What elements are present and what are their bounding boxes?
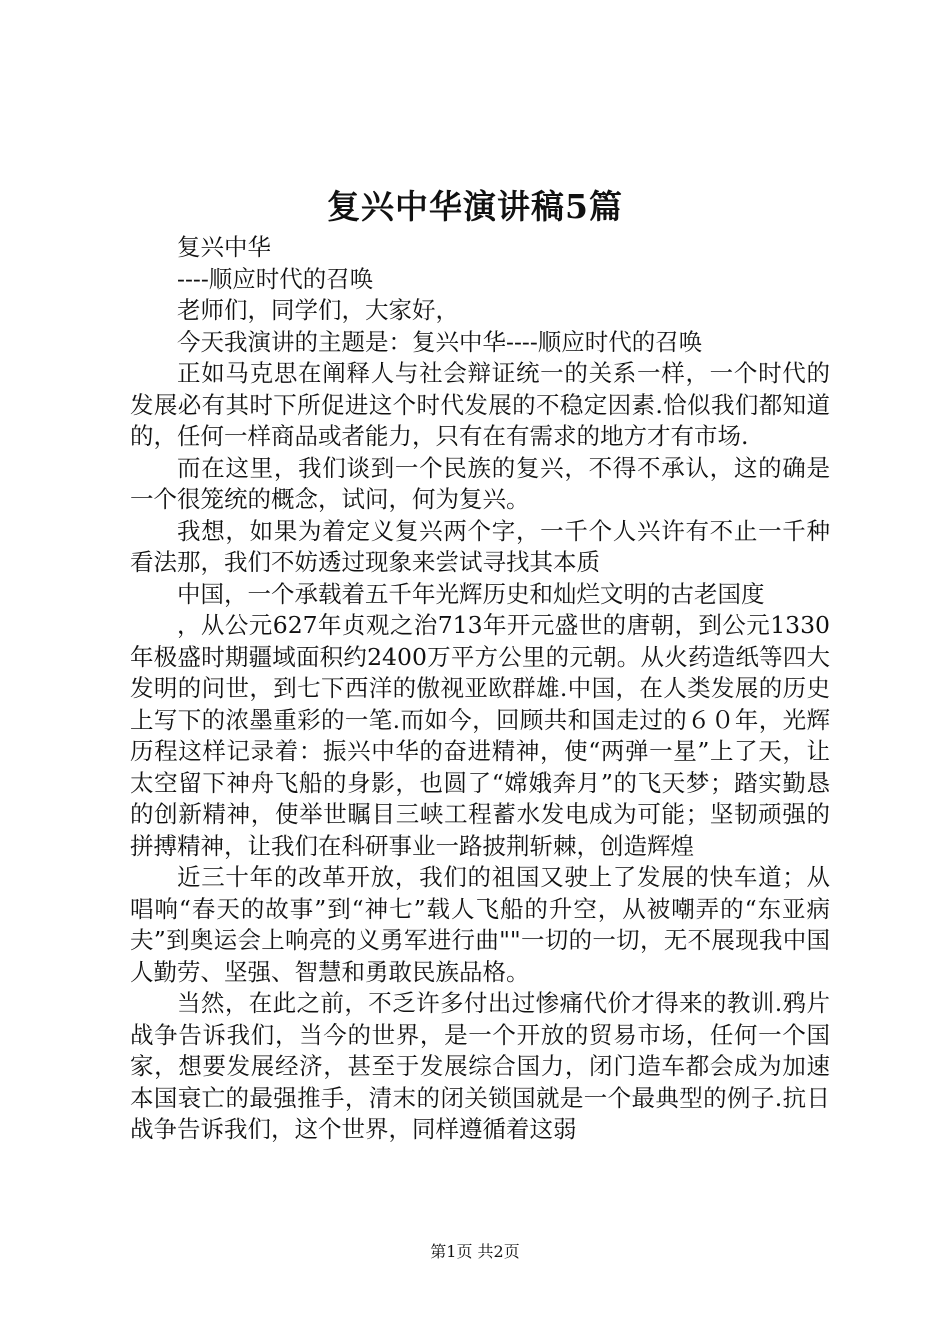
page-footer: 第1页 共2页 <box>430 1242 520 1261</box>
paragraph: ，从公元627年贞观之治713年开元盛世的唐朝，到公元1330年极盛时期疆域面积约2400万平方公里的元朝。从火药造纸等四大发明的问世，到七下西洋的傲视亚欧群雄.中国，在人类发展的历史上写下的浓墨重彩的一笔.而如今，回顾共和国走过的６０年，光辉历程这样记录着：振兴中华的奋进精神，使“两弹一星”上了天，让太空留下神舟飞船的身影，也圆了“嫦娥奔月”的飞天梦；踏实勤恳的创新精神，使举世瞩目三峡工程蓄水发电成为可能；坚韧顽强的拼搏精神，让我们在科研事业一路披荆斩棘，创造辉煌 <box>130 611 830 860</box>
paragraph: 我想，如果为着定义复兴两个字，一千个人兴许有不止一千种看法那，我们不妨透过现象来尝试寻找其本质 <box>130 516 830 576</box>
paragraph: 近三十年的改革开放，我们的祖国又驶上了发展的快车道；从唱响“春天的故事”到“神七”载人飞船的升空，从被嘲弄的“东亚病夫”到奥运会上响亮的义勇军进行曲""一切的一切，无不展现我中国人勤劳、坚强、智慧和勇敢民族品格。 <box>130 863 830 986</box>
document-body <box>130 232 830 1146</box>
paragraph: 正如马克思在阐释人与社会辩证统一的关系一样，一个时代的发展必有其时下所促进这个时代发展的不稳定因素.恰似我们都知道的，任何一样商品或者能力，只有在有需求的地方才有市场. <box>130 359 830 450</box>
paragraph: 而在这里，我们谈到一个民族的复兴，不得不承认，这的确是一个很笼统的概念，试问，何为复兴。 <box>130 453 830 513</box>
page-title: 复兴中华演讲稿5篇 <box>327 187 623 226</box>
paragraph-heading: 复兴中华 <box>177 233 271 261</box>
paragraph: 中国，一个承载着五千年光辉历史和灿烂文明的古老国度 <box>177 579 765 608</box>
paragraph: 当然，在此之前，不乏许多付出过惨痛代价才得来的教训.鸦片战争告诉我们，当今的世界，是一个开放的贸易市场，任何一个国家，想要发展经济，甚至于发展综合国力，闭门造车都会成为加速本国衰亡的最强推手，清末的闭关锁国就是一个最典型的例子.抗日战争告诉我们，这个世界，同样遵循着这弱 <box>130 989 830 1143</box>
paragraph-subheading: ----顺应时代的召唤 <box>177 264 374 293</box>
paragraph-greeting: 老师们，同学们，大家好， <box>177 296 459 324</box>
paragraph-theme: 今天我演讲的主题是：复兴中华----顺应时代的召唤 <box>177 327 703 356</box>
